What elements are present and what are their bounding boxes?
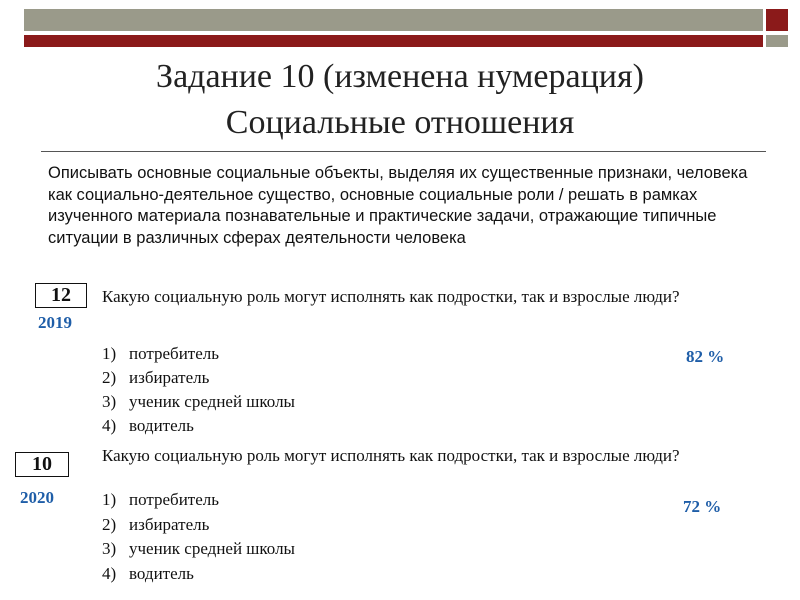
- option-number: 2): [102, 514, 117, 534]
- option-number: 3): [102, 392, 117, 411]
- answer-option: [102, 342, 295, 366]
- option-text: избиратель: [129, 368, 210, 387]
- task-description: Описывать основные социальные объекты, выделяя их существенные признаки, человека как социально-деятельное существо, основные социальные роли / решать в рамках изученного материала познавательные и практические задачи, отражающие типичные ситуации в различных сферах деятельности человека: [48, 164, 748, 247]
- option-number: 4): [102, 563, 117, 583]
- title-line-2: Социальные отношения: [225, 104, 575, 141]
- option-number: 4): [102, 416, 117, 435]
- decorative-header-bar: [24, 9, 789, 47]
- option-number: 1): [102, 344, 117, 363]
- success-percent: 72 %: [683, 497, 722, 516]
- answer-option: [102, 366, 295, 390]
- option-number: 2): [102, 368, 117, 387]
- option-text: ученик средней школы: [129, 392, 295, 411]
- option-number: 1): [102, 490, 117, 509]
- question-text: Какую социальную роль могут исполнять как подростки, так и взрослые люди?: [102, 446, 680, 465]
- option-text: потребитель: [129, 490, 220, 509]
- option-text: ученик средней школы: [129, 539, 295, 558]
- year-label: 2019: [38, 313, 72, 332]
- option-text: избиратель: [129, 514, 210, 534]
- answer-options: [102, 488, 295, 586]
- slide-title: [0, 54, 800, 146]
- answer-option: [102, 562, 295, 587]
- success-percent: 82 %: [686, 347, 725, 366]
- question-text: Какую социальную роль могут исполнять как подростки, так и взрослые люди?: [102, 287, 680, 306]
- option-text: водитель: [129, 416, 194, 435]
- title-divider: [41, 151, 766, 152]
- answer-option: [102, 390, 295, 414]
- option-text: потребитель: [129, 344, 220, 363]
- title-line-1: Задание 10 (изменена нумерация): [156, 58, 644, 95]
- answer-option: [102, 414, 295, 438]
- task-number-box: 10: [15, 452, 69, 477]
- task-number-box: 12: [35, 283, 87, 308]
- answer-option: [102, 488, 295, 513]
- header-square-red: [766, 9, 788, 31]
- header-square-gray: [766, 35, 788, 47]
- header-stripe-gray: [24, 9, 763, 31]
- option-number: 3): [102, 539, 117, 558]
- option-text: водитель: [129, 563, 194, 583]
- answer-options: [102, 342, 295, 438]
- header-stripe-red: [24, 35, 763, 47]
- answer-option: [102, 513, 295, 538]
- year-label: 2020: [20, 488, 54, 507]
- answer-option: [102, 537, 295, 562]
